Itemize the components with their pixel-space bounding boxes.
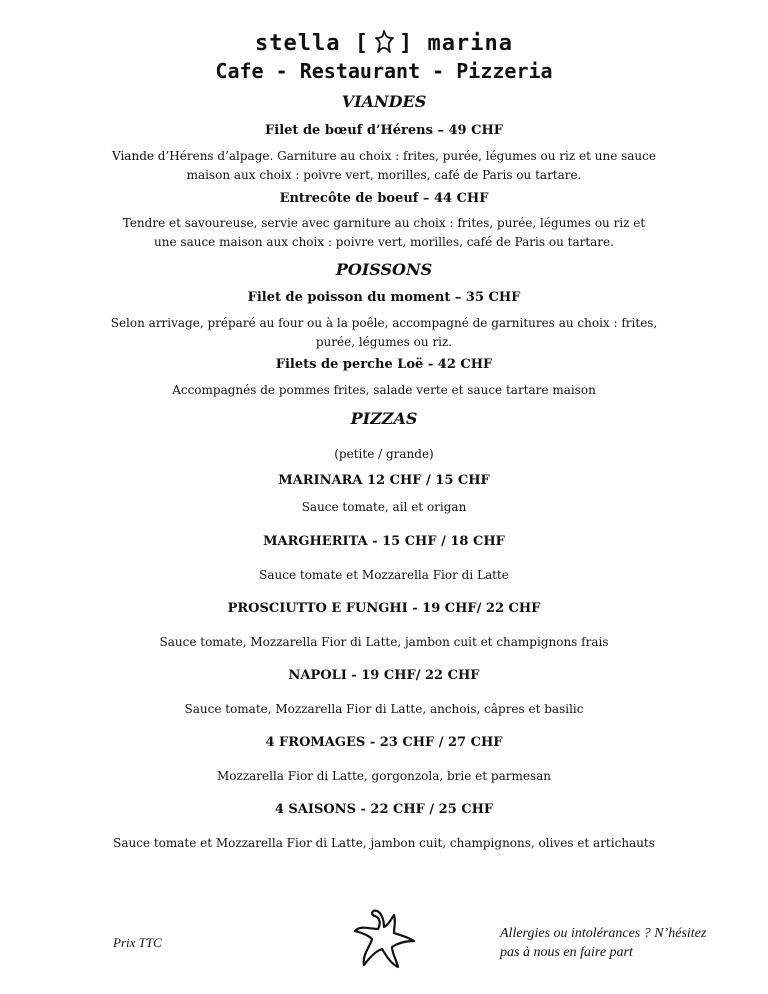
allergy-note-line1: Allergies ou intolérances ? N’hésitez [500, 926, 707, 941]
section-title-viandes: VIANDES [341, 92, 427, 111]
pizza-description: Sauce tomate et Mozzarella Fior di Latte, jambon cuit, champignons, olives et artichauts [113, 836, 655, 850]
brand-logo [0, 30, 768, 58]
item-title: Filet de poisson du moment – 35 CHF [247, 290, 521, 305]
price-note: Prix TTC [113, 935, 162, 950]
pizza-title: MARINARA 12 CHF / 15 CHF [278, 473, 490, 488]
allergy-note-line2: pas à nous en faire part [500, 945, 633, 960]
pizza-title: 4 FROMAGES - 23 CHF / 27 CHF [265, 735, 503, 750]
pizza-description: Sauce tomate, Mozzarella Fior di Latte, anchois, câpres et basilic [184, 702, 584, 716]
item-description: Selon arrivage, préparé au four ou à la poêle, accompagné de garnitures au choix : frites, purée, légumes ou riz. [110, 316, 658, 349]
pizza-title: NAPOLI - 19 CHF/ 22 CHF [288, 668, 480, 683]
starfish-icon [369, 29, 399, 55]
allergy-note [500, 924, 740, 962]
pizza-description: Mozzarella Fior di Latte, gorgonzola, brie et parmesan [216, 769, 551, 783]
item-title: Filets de perche Loë - 42 CHF [275, 357, 493, 372]
section-title-poissons: POISSONS [335, 260, 433, 279]
item-description: Viande d’Hérens d’alpage. Garniture au choix : frites, purée, légumes ou riz et une sauce maison aux choix : poivre vert, morilles, café de Paris ou tartare. [112, 149, 656, 182]
pizza-title: PROSCIUTTO E FUNGHI - 19 CHF/ 22 CHF [227, 601, 541, 616]
section-title-pizzas: PIZZAS [350, 409, 418, 428]
pizza-title: 4 SAISONS - 22 CHF / 25 CHF [274, 802, 494, 817]
pizza-description: Sauce tomate et Mozzarella Fior di Latte [259, 568, 509, 582]
item-title: Entrecôte de boeuf – 44 CHF [279, 191, 489, 206]
size-note: (petite / grande) [334, 447, 434, 461]
pizza-description: Sauce tomate, Mozzarella Fior di Latte, jambon cuit et champignons frais [159, 635, 609, 649]
pizza-title: MARGHERITA - 15 CHF / 18 CHF [263, 534, 505, 549]
brand-name-right: ] marina [399, 31, 513, 56]
starfish-icon [350, 903, 420, 973]
item-title: Filet de bœuf d’Hérens – 49 CHF [265, 123, 503, 138]
item-description: Accompagnés de pommes frites, salade verte et sauce tartare maison [172, 383, 596, 397]
brand-name-left: stella [ [255, 31, 369, 56]
restaurant-subtitle: Cafe - Restaurant - Pizzeria [215, 59, 553, 83]
pizza-description: Sauce tomate, ail et origan [301, 500, 467, 514]
item-description: Tendre et savoureuse, servie avec garniture au choix : frites, purée, légumes ou riz et une sauce maison aux choix : poivre vert, morilles, café de Paris ou tartare. [122, 216, 646, 249]
